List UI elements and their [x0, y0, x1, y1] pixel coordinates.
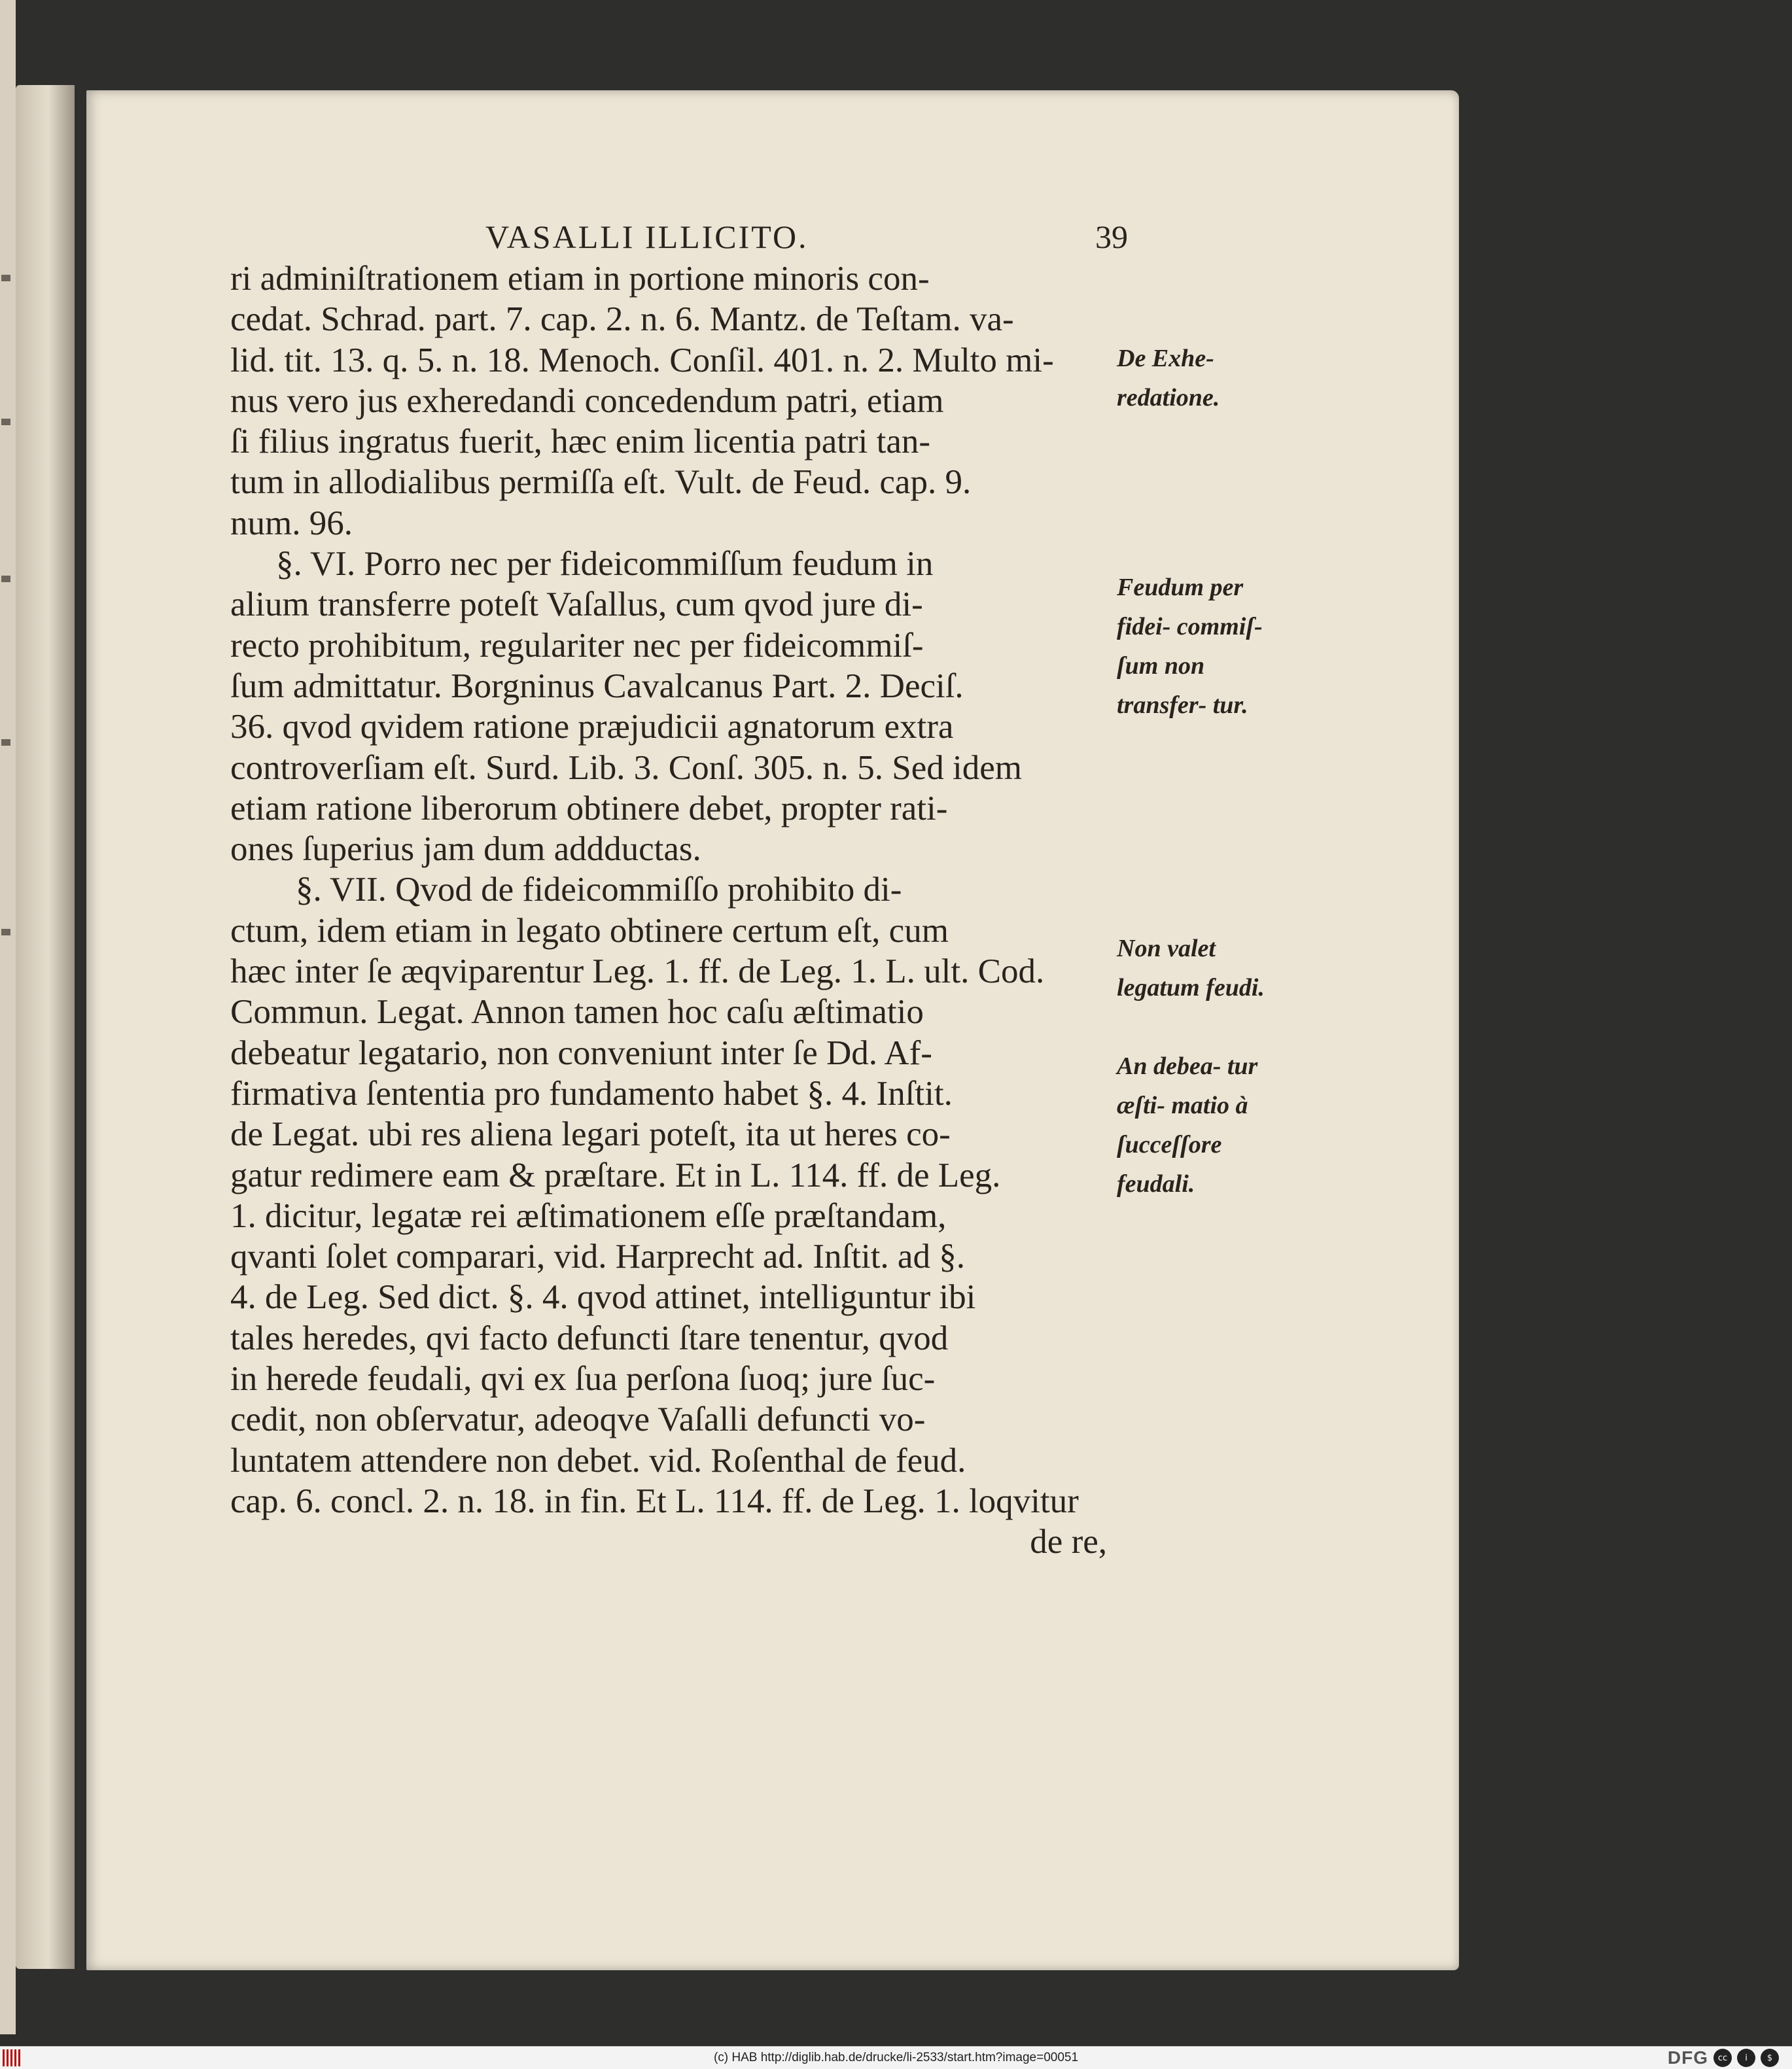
text-line: tales heredes, qvi facto defuncti ſtare tenentur, qvod	[230, 1319, 949, 1357]
text-line: alium transferre poteſt Vaſallus, cum qvod jure di-	[230, 585, 923, 624]
text-line: etiam ratione liberorum obtinere debet, propter rati-	[230, 789, 948, 827]
edge-mark	[1, 739, 10, 746]
page-text-block	[230, 218, 1128, 1563]
text-line: controverſiam eſt. Surd. Lib. 3. Conſ. 305. n. 5. Sed idem	[230, 748, 1023, 787]
text-line: gatur redimere eam & præſtare. Et in L. 114. ff. de Leg.	[230, 1156, 1001, 1194]
text-line: debeatur legatario, non conveniunt inter ſe Dd. Af-	[230, 1034, 932, 1072]
text-line: qvanti ſolet comparari, vid. Harprecht ad. Inſtit. ad §.	[230, 1238, 965, 1276]
margin-note-fideicommissum: Feudum per fidei- commiſ- ſum non transfer- tur.	[1117, 574, 1263, 719]
text-line: 4. de Leg. Sed dict. §. 4. qvod attinet, intelliguntur ibi	[230, 1278, 976, 1317]
margin-note-exheredatione: De Exhe- redatione.	[1117, 345, 1220, 411]
margin-note-legatum: Non valet legatum feudi.	[1117, 935, 1265, 1001]
edge-mark	[1, 419, 10, 425]
page-number: 39	[1095, 218, 1128, 255]
page-header	[230, 218, 1128, 258]
text-line: hæc inter ſe æqviparentur Leg. 1. ff. de Leg. 1. L. ult. Cod.	[230, 952, 1045, 991]
text-line: num. 96.	[230, 504, 353, 542]
text-line: cedat. Schrad. part. 7. cap. 2. n. 6. Mantz. de Teſtam. va-	[230, 300, 1014, 339]
catchword-line	[230, 1521, 1114, 1562]
text-line: nus vero jus exheredandi concedendum patri, etiam	[230, 381, 944, 420]
edge-mark	[1, 275, 10, 281]
text-line: de Legat. ubi res aliena legari poteſt, ita ut heres co-	[230, 1115, 951, 1154]
viewer-footer	[0, 2046, 1792, 2069]
text-line: cedit, non obſervatur, adeoqve Vaſalli defuncti vo-	[230, 1400, 926, 1439]
margin-note-aestimatio: An debea- tur æſti- matio à ſucceſſore feudali.	[1117, 1052, 1258, 1198]
left-edge-strip	[0, 0, 16, 2034]
edge-mark	[1, 929, 10, 935]
running-head: VASALLI ILLICITO.	[485, 218, 809, 255]
paragraph-start-line: §. VII. Qvod de fideicommiſſo prohibito di-	[296, 871, 902, 909]
cc-icon: cc	[1713, 2049, 1732, 2067]
text-line: ctum, idem etiam in legato obtinere certum eſt, cum	[230, 911, 949, 950]
text-line: cap. 6. concl. 2. n. 18. in fin. Et L. 114. ff. de Leg. 1. loqvitur	[230, 1482, 1079, 1520]
text-line: in herede feudali, qvi ex ſua perſona ſuoq; jure ſuc-	[230, 1360, 936, 1399]
text-line: ſum admittatur. Borgninus Cavalcanus Part. 2. Deciſ.	[230, 667, 964, 705]
nc-icon: $	[1761, 2049, 1779, 2067]
footer-citation[interactable]: (c) HAB http://diglib.hab.de/drucke/li-2533/start.htm?image=00051	[713, 2051, 1079, 2064]
text-line: lid. tit. 13. q. 5. n. 18. Menoch. Conſil. 401. n. 2. Multo mi-	[230, 341, 1054, 379]
text-line: tum in allodialibus permiſſa eſt. Vult. de Feud. cap. 9.	[230, 463, 972, 502]
paragraph-start-line: §. VI. Porro nec per fideicommiſſum feudum in	[276, 545, 934, 583]
footer-logos	[1668, 2048, 1779, 2068]
catchword: de re,	[1030, 1523, 1107, 1561]
text-line: luntatem attendere non debet. vid. Roſenthal de feud.	[230, 1441, 966, 1480]
text-line: 36. qvod qvidem ratione præjudicii agnatorum extra	[230, 708, 954, 746]
text-line: firmativa ſententia pro fundamento habet §. 4. Inſtit.	[230, 1074, 953, 1113]
book-page	[86, 90, 1459, 1970]
text-line: ſi filius ingratus fuerit, hæc enim licentia patri tan-	[230, 423, 931, 461]
text-line: ones ſuperius jam dum addductas.	[230, 830, 701, 869]
by-icon: i	[1737, 2049, 1755, 2067]
facing-page-edge	[16, 85, 75, 1969]
text-line: recto prohibitum, regulariter nec per fideicommiſ-	[230, 626, 924, 665]
text-line: 1. dicitur, legatæ rei æſtimationem eſſe præſtandam,	[230, 1196, 947, 1235]
dfg-logo: DFG	[1667, 2047, 1708, 2068]
edge-mark	[1, 576, 10, 582]
text-line: ri adminiſtrationem etiam in portione minoris con-	[230, 260, 930, 298]
text-line: Commun. Legat. Annon tamen hoc caſu æſtimatio	[230, 993, 924, 1032]
